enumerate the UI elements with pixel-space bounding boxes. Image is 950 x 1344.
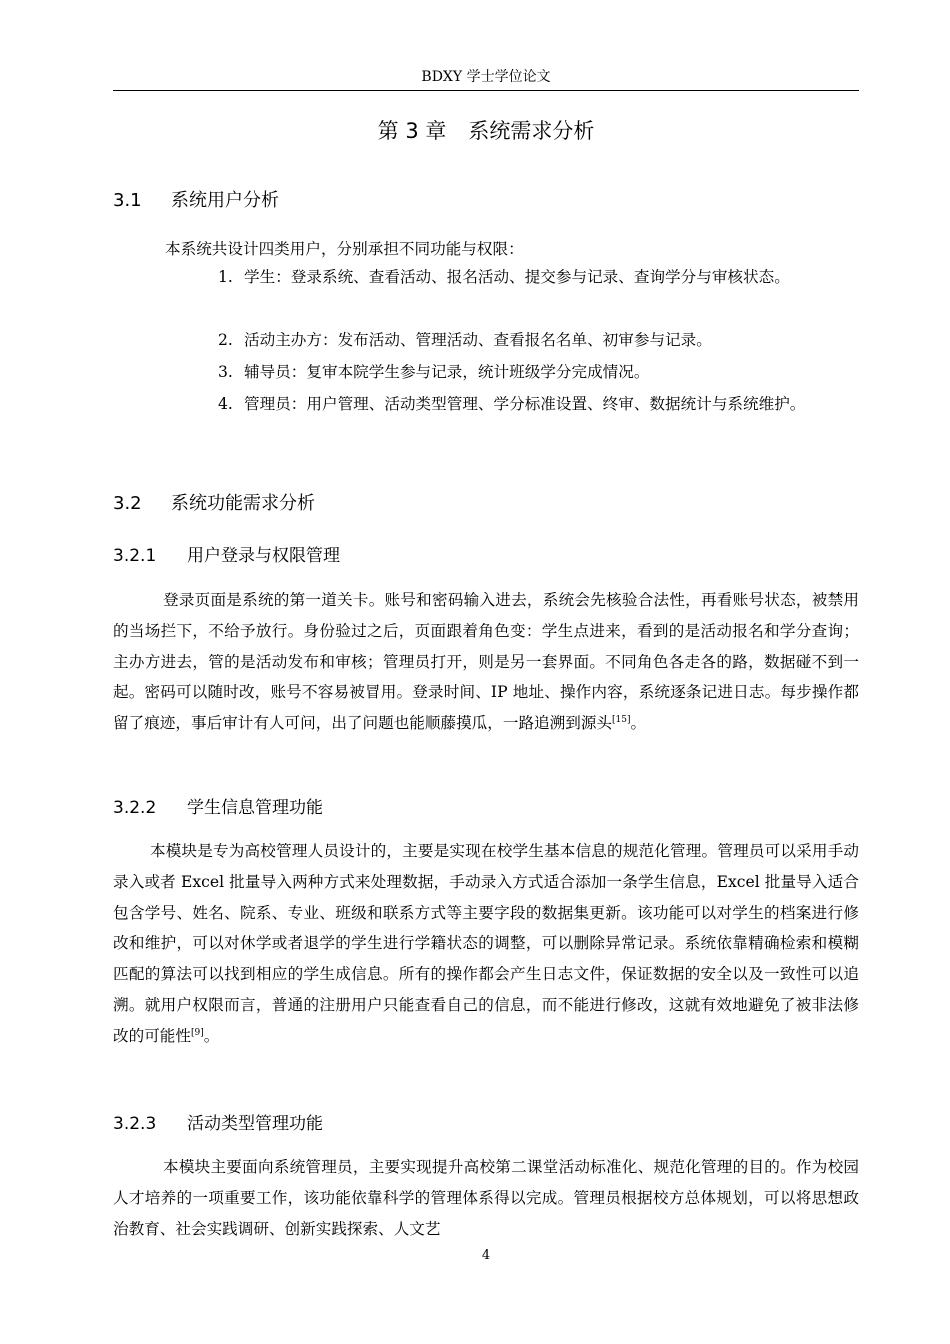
list-number: 3. [218,363,233,381]
section-heading-3-2 [113,490,315,518]
list-item [185,262,859,293]
chapter-title [113,116,859,146]
list-number: 2. [218,331,233,349]
list-text: 管理员：用户管理、活动类型管理、学分标准设置、终审、数据统计与系统维护。 [244,395,806,413]
body-paragraph [113,1152,859,1244]
subsection-heading-3-2-3 [113,1110,323,1138]
section-number: 3.1 [113,190,142,211]
chapter-number: 第 3 章 [377,119,447,143]
paragraph-text: 本模块主要面向系统管理员，主要实现提升高校第二课堂活动标准化、规范化管理的目的。作为校园人才培养的一项重要工作，该功能依靠科学的管理体系得以完成。管理员根据校方总体规划，可以将思想政治教育、社会实践调研、创新实践探索、人文艺 [113,1158,859,1238]
citation: [15] [612,715,631,725]
subsection-heading-3-2-2 [113,794,323,822]
body-paragraph [113,585,859,739]
citation: [9] [190,1027,204,1038]
body-paragraph [113,836,859,1052]
running-header: BDXY 学士学位论文 [421,69,551,85]
section-title: 系统功能需求分析 [171,493,315,514]
paragraph-text: 登录页面是系统的第一道关卡。账号和密码输入进去，系统会先核验合法性，再看账号状态，被禁用的当场拦下，不给予放行。身份验过之后，页面跟着角色变：学生点进来，看到的是活动报名和学分查询；主办方进去，管的是活动发布和审核；管理员打开，则是另一套界面。不同角色各走各的路，数据碰不到一起。密码可以随时改，账号不容易被冒用。登录时间、IP 地址、操作内容，系统逐条记进日志。每步操作都留了痕迹，事后审计有人可问，出了问题也能顺藤摸瓜，一路追溯到源头 [113,591,859,733]
paragraph-end: 。 [203,1026,220,1045]
section-number: 3.2 [113,493,142,514]
subsection-number: 3.2.2 [113,798,157,818]
list-item [185,325,859,356]
paragraph-text: 本模块是专为高校管理人员设计的，主要是实现在校学生基本信息的规范化管理。管理员可以采用手动录入或者 Excel 批量导入两种方式来处理数据，手动录入方式适合添加一条学生信息，Excel 批量导入适合包含学号、姓名、院系、专业、班级和联系方式等主要字段的数据集更新。该功能可以对学生的档案进行修改和维护，可以对休学或者退学的学生进行学籍状态的调整，可以删除异常记录。系统依靠精确检索和模糊匹配的算法可以找到相应的学生成信息。所有的操作都会产生日志文件，保证数据的安全以及一致性可以追溯。就用户权限而言，普通的注册用户只能查看自己的信息，而不能进行修改，这就有效地避免了被非法修改的可能性 [113,842,859,1045]
subsection-heading-3-2-1 [113,542,340,570]
chapter-name: 系统需求分析 [468,119,595,143]
section-intro: 本系统共设计四类用户，分别承担不同功能与权限： [165,240,524,258]
section-heading-3-1 [113,187,279,215]
list-text: 辅导员：复审本院学生参与记录，统计班级学分完成情况。 [244,363,650,381]
list-number: 4. [218,395,233,413]
page-number: 4 [481,1248,491,1263]
subsection-title: 用户登录与权限管理 [187,546,340,566]
list-text: 活动主办方：发布活动、管理活动、查看报名名单、初审参与记录。 [244,331,712,349]
section-title: 系统用户分析 [171,190,279,211]
header-rule [113,90,859,91]
paragraph-end: 。 [630,714,647,733]
subsection-title: 活动类型管理功能 [187,1114,323,1134]
list-item [185,357,859,388]
list-text: 学生：登录系统、查看活动、报名活动、提交参与记录、查询学分与审核状态。 [244,268,790,286]
list-number: 1. [218,268,233,286]
subsection-title: 学生信息管理功能 [187,798,323,818]
subsection-number: 3.2.3 [113,1114,157,1134]
subsection-number: 3.2.1 [113,546,157,566]
list-item [185,389,859,420]
